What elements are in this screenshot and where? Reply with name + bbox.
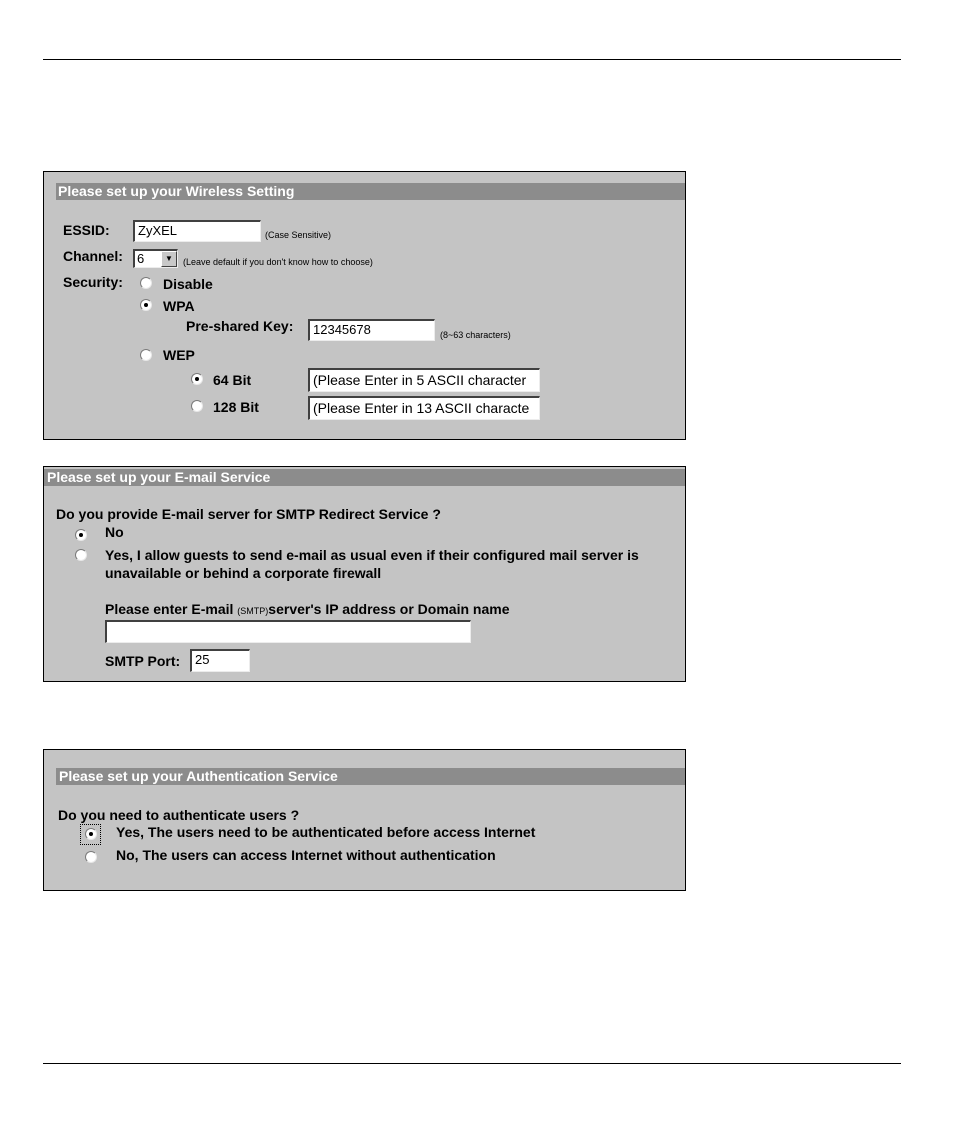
security-label: Security: — [63, 274, 123, 290]
security-wep-label: WEP — [163, 347, 195, 363]
auth-no-label: No, The users can access Internet without authentication — [116, 847, 496, 863]
email-yes-label-line1: Yes, I allow guests to send e-mail as usual even if their configured mail server is — [105, 547, 639, 563]
channel-selected-value: 6 — [137, 251, 145, 266]
smtp-server-label-post: server's IP address or Domain name — [268, 601, 510, 617]
auth-panel — [43, 749, 686, 891]
smtp-server-label-small: (SMTP) — [237, 606, 269, 616]
bottom-rule — [43, 1063, 901, 1064]
essid-label: ESSID: — [63, 222, 110, 238]
email-no-label: No — [105, 524, 124, 540]
wireless-panel-title: Please set up your Wireless Setting — [56, 183, 685, 200]
auth-no-radio[interactable] — [85, 851, 97, 863]
email-panel — [43, 466, 686, 682]
security-wpa-label: WPA — [163, 298, 195, 314]
smtp-port-input[interactable]: 25 — [190, 649, 250, 672]
security-disable-label: Disable — [163, 276, 213, 292]
smtp-server-label-pre: Please enter E-mail — [105, 601, 238, 617]
psk-hint: (8~63 characters) — [440, 330, 511, 340]
auth-panel-title: Please set up your Authentication Service — [56, 768, 685, 785]
email-no-radio[interactable] — [75, 529, 87, 541]
essid-input[interactable]: ZyXEL — [133, 220, 261, 242]
wep-64bit-key-input[interactable]: (Please Enter in 5 ASCII character — [308, 368, 540, 392]
psk-label: Pre-shared Key: — [186, 318, 294, 334]
wep-128bit-radio[interactable] — [191, 400, 203, 412]
auth-yes-label: Yes, The users need to be authenticated before access Internet — [116, 824, 536, 840]
security-disable-radio[interactable] — [140, 277, 152, 289]
psk-input[interactable]: 12345678 — [308, 319, 435, 341]
security-wpa-radio[interactable] — [140, 299, 152, 311]
smtp-server-label — [105, 601, 509, 620]
channel-label: Channel: — [63, 248, 123, 264]
wep-64bit-label: 64 Bit — [213, 372, 252, 388]
channel-select[interactable] — [133, 249, 178, 268]
chevron-down-icon[interactable]: ▼ — [161, 251, 177, 267]
email-panel-title: Please set up your E-mail Service — [44, 469, 685, 486]
wireless-panel — [43, 171, 686, 440]
essid-hint: (Case Sensitive) — [265, 230, 332, 240]
top-rule — [43, 59, 901, 60]
email-question: Do you provide E-mail server for SMTP Redirect Service ? — [56, 506, 441, 522]
channel-hint: (Leave default if you don't know how to choose) — [183, 257, 373, 267]
email-yes-label-line2: unavailable or behind a corporate firewall — [105, 565, 382, 581]
wep-128bit-key-input[interactable]: (Please Enter in 13 ASCII characte — [308, 396, 540, 420]
auth-yes-radio[interactable] — [85, 828, 97, 840]
email-yes-radio[interactable] — [75, 549, 87, 561]
auth-question: Do you need to authenticate users ? — [58, 807, 300, 823]
smtp-server-input[interactable] — [105, 620, 471, 643]
wep-128bit-label: 128 Bit — [213, 399, 259, 415]
security-wep-radio[interactable] — [140, 349, 152, 361]
smtp-port-label: SMTP Port: — [105, 653, 181, 669]
wep-64bit-radio[interactable] — [191, 373, 203, 385]
